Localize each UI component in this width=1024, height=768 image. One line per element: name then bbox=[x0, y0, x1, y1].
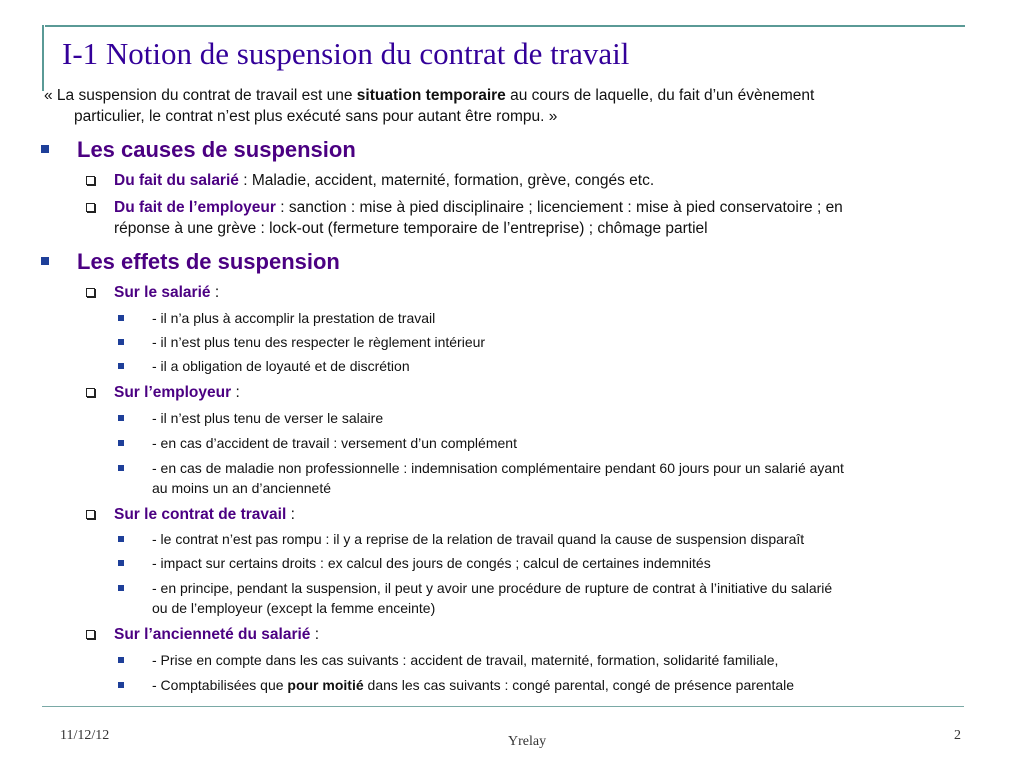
square-bullet-icon bbox=[118, 363, 124, 369]
square-bullet-icon bbox=[118, 415, 124, 421]
checkbox-bullet-icon bbox=[86, 288, 95, 297]
cause-employeur-line2: réponse à une grève : lock-out (fermeture temporaire de l’entreprise) ; chômage partiel bbox=[114, 220, 708, 237]
list-item: - en cas d’accident de travail : versement d’un complément bbox=[152, 433, 517, 453]
footer-author: Yrelay bbox=[508, 734, 547, 749]
list-item: - impact sur certains droits : ex calcul des jours de congés ; calcul de certaines indemnités bbox=[152, 553, 711, 573]
list-item: - Prise en compte dans les cas suivants : accident de travail, maternité, formation, solidarité familiale, bbox=[152, 650, 778, 670]
square-bullet-icon bbox=[118, 560, 124, 566]
list-item: - il n’a plus à accomplir la prestation de travail bbox=[152, 308, 435, 328]
square-bullet-icon bbox=[118, 339, 124, 345]
checkbox-bullet-icon bbox=[86, 630, 95, 639]
frame-top-line bbox=[45, 25, 965, 27]
checkbox-bullet-icon bbox=[86, 176, 95, 185]
effets-heading: Les effets de suspension bbox=[77, 249, 340, 275]
list-item-continuation: ou de l’employeur (except la femme enceinte) bbox=[152, 600, 436, 616]
list-item: - il n’est plus tenu des respecter le règlement intérieur bbox=[152, 332, 485, 352]
list-item: - Comptabilisées que pour moitié dans les cas suivants : congé parental, congé de présence parentale bbox=[152, 675, 794, 695]
frame-left-line bbox=[42, 25, 44, 91]
effet-salarie: Sur le salarié : bbox=[114, 282, 219, 303]
square-bullet-icon bbox=[41, 257, 49, 265]
list-item-continuation: au moins un an d’ancienneté bbox=[152, 480, 332, 496]
list-item: - en principe, pendant la suspension, il peut y avoir une procédure de rupture de contrat à l’initiative du salarié bbox=[152, 578, 832, 598]
square-bullet-icon bbox=[118, 315, 124, 321]
square-bullet-icon bbox=[118, 536, 124, 542]
checkbox-bullet-icon bbox=[86, 203, 95, 212]
intro-text-before: « La suspension du contrat de travail est une bbox=[44, 87, 357, 104]
footer-date: 11/12/12 bbox=[60, 728, 110, 743]
intro-quote bbox=[44, 85, 994, 127]
intro-line2: particulier, le contrat n’est plus exécuté sans pour autant être rompu. » bbox=[74, 108, 558, 125]
square-bullet-icon bbox=[118, 465, 124, 471]
intro-bold: situation temporaire bbox=[356, 87, 506, 104]
effet-anciennete: Sur l’ancienneté du salarié : bbox=[114, 624, 319, 645]
square-bullet-icon bbox=[118, 682, 124, 688]
list-item: - il a obligation de loyauté et de discrétion bbox=[152, 356, 410, 376]
checkbox-bullet-icon bbox=[86, 510, 95, 519]
effet-employeur: Sur l’employeur : bbox=[114, 382, 240, 403]
list-item: - il n’est plus tenu de verser le salaire bbox=[152, 408, 383, 428]
square-bullet-icon bbox=[41, 145, 49, 153]
causes-heading: Les causes de suspension bbox=[77, 137, 356, 163]
list-item: - le contrat n’est pas rompu : il y a reprise de la relation de travail quand la cause de suspension disparaît bbox=[152, 529, 804, 549]
footer-page-number: 2 bbox=[954, 728, 961, 743]
checkbox-bullet-icon bbox=[86, 388, 95, 397]
effet-contrat: Sur le contrat de travail : bbox=[114, 504, 295, 525]
square-bullet-icon bbox=[118, 657, 124, 663]
square-bullet-icon bbox=[118, 440, 124, 446]
intro-text-after: au cours de laquelle, du fait d’un évènement bbox=[505, 87, 815, 104]
cause-salarie: Du fait du salarié : Maladie, accident, maternité, formation, grève, congés etc. bbox=[114, 170, 654, 191]
footer-divider bbox=[42, 706, 964, 707]
slide-title: I-1 Notion de suspension du contrat de travail bbox=[62, 36, 630, 71]
cause-employeur: Du fait de l’employeur : sanction : mise à pied disciplinaire ; licenciement : mise à pied conservatoire ; en bbox=[114, 197, 843, 218]
list-item: - en cas de maladie non professionnelle : indemnisation complémentaire pendant 60 jours pour un salarié ayant bbox=[152, 458, 844, 478]
square-bullet-icon bbox=[118, 585, 124, 591]
